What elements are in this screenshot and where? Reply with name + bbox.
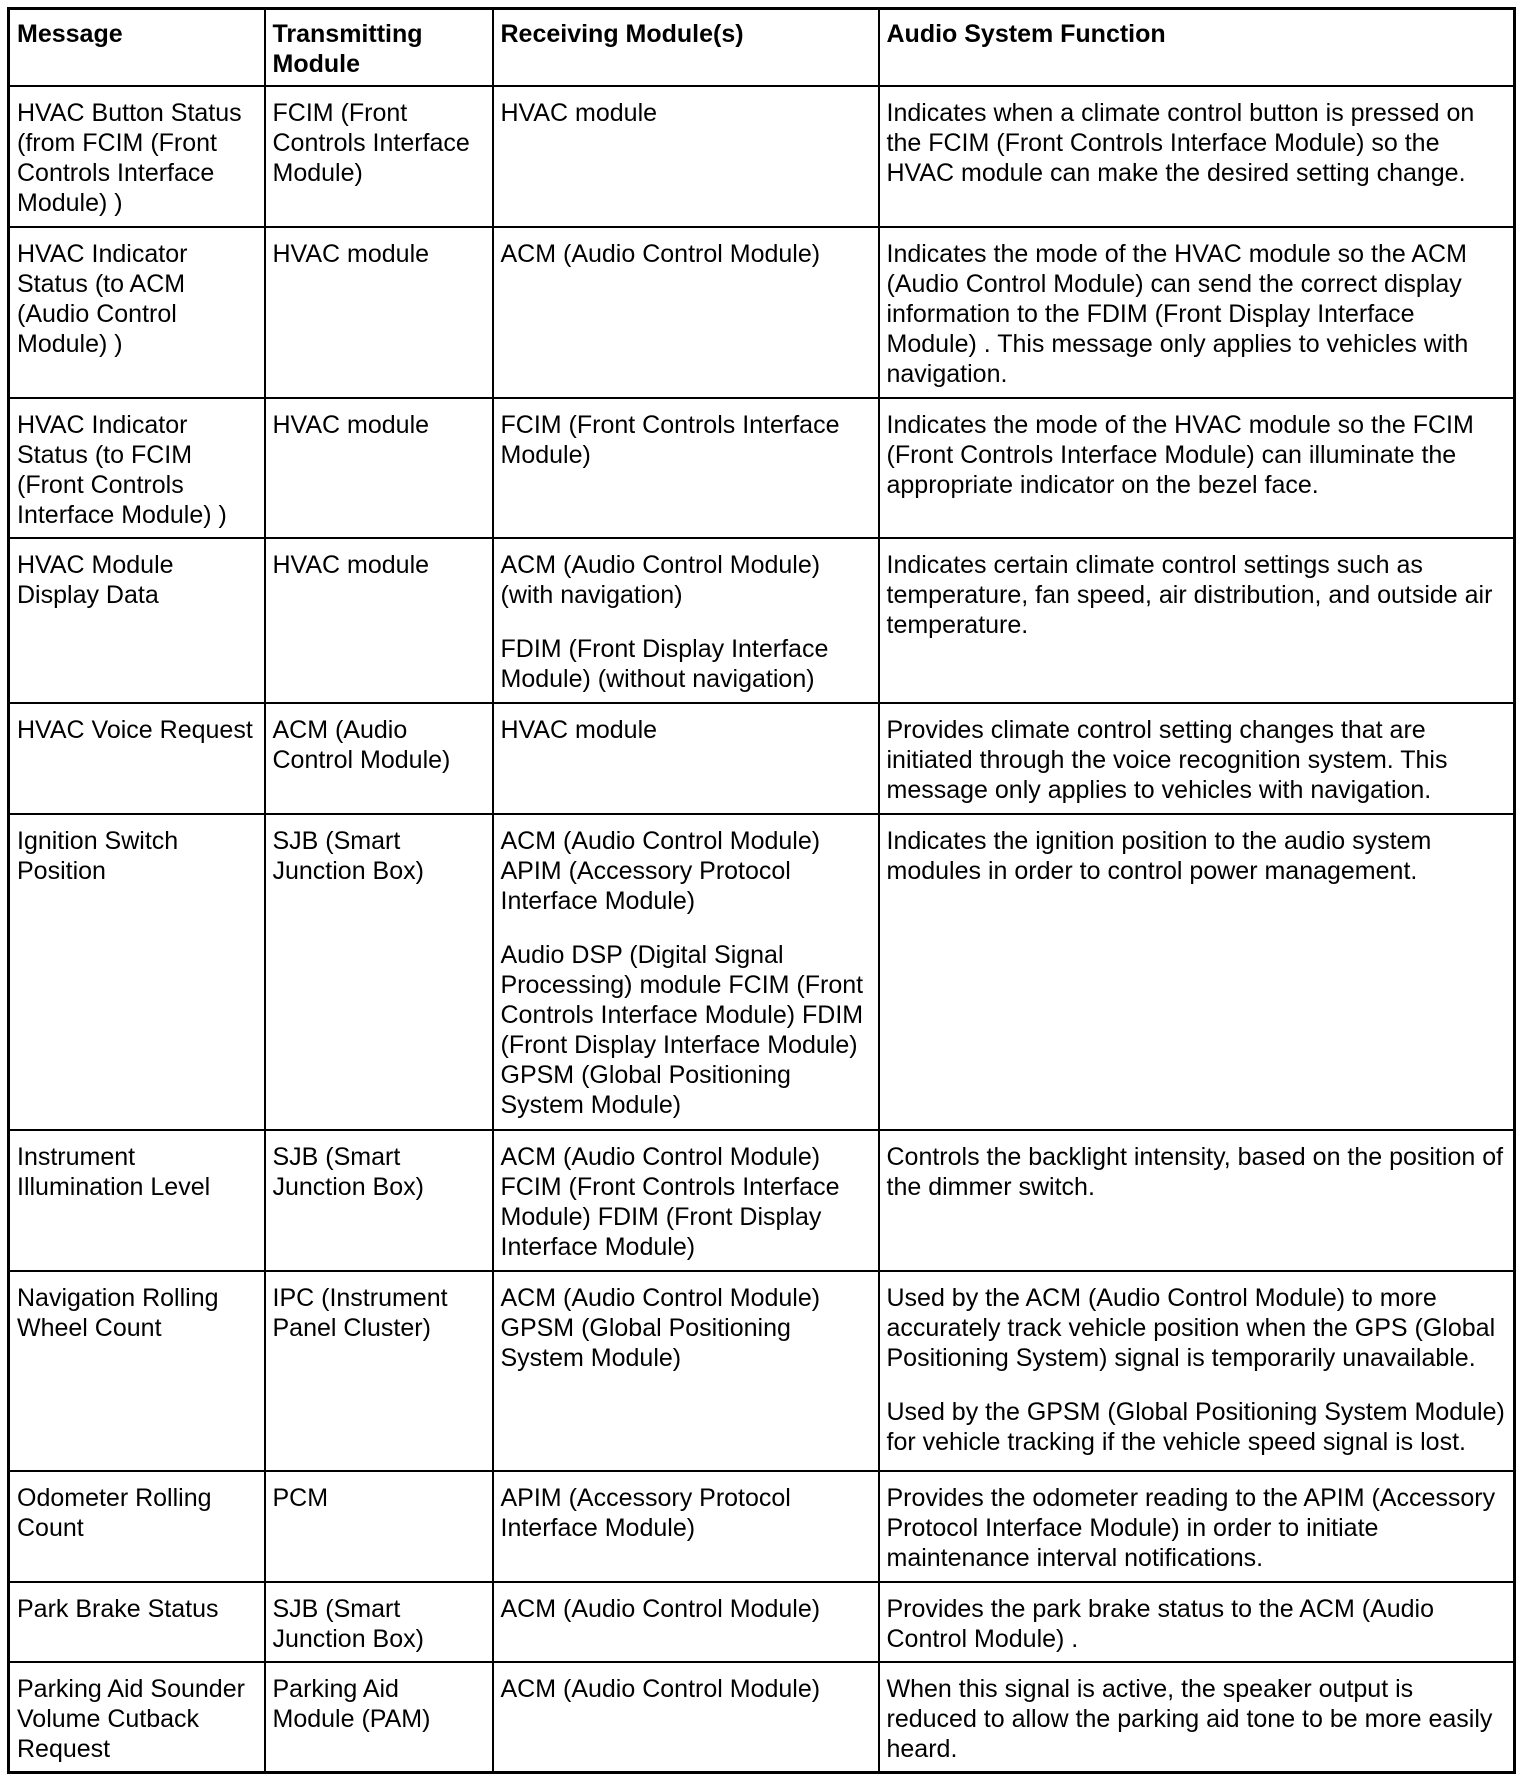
- audio-function-cell: [879, 538, 1515, 703]
- cell-paragraph: Park Brake Status: [17, 1594, 219, 1623]
- message-cell: [9, 703, 265, 813]
- receiving-modules-cell: [493, 1471, 879, 1581]
- cell-paragraph: Navigation Rolling Wheel Count: [17, 1283, 219, 1342]
- transmitting-module-cell: [265, 1130, 493, 1271]
- transmitting-module-cell: [265, 703, 493, 813]
- cell-paragraph: FCIM (Front Controls Interface Module): [500, 410, 840, 469]
- message-cell: [9, 1582, 265, 1662]
- cell-paragraph: ACM (Audio Control Module): [500, 239, 821, 268]
- message-cell: [9, 1662, 265, 1773]
- receiving-modules-cell: [493, 1662, 879, 1773]
- cell-paragraph: Used by the ACM (Audio Control Module) to more accurately track vehicle position when the GPS (Global Positioning System) signal is temporarily unavailable.: [886, 1283, 1496, 1372]
- transmitting-module-cell: [265, 814, 493, 1131]
- table-row: [9, 1471, 1515, 1581]
- cell-paragraph: ACM (Audio Control Module) APIM (Accessory Protocol Interface Module): [500, 826, 821, 915]
- header-receiving-modules: Receiving Module(s): [493, 9, 879, 87]
- transmitting-module-cell: [265, 538, 493, 703]
- table-row: [9, 703, 1515, 813]
- audio-function-cell: [879, 227, 1515, 398]
- audio-function-cell: [879, 1471, 1515, 1581]
- message-cell: [9, 227, 265, 398]
- cell-paragraph: ACM (Audio Control Module) (with navigation): [500, 551, 821, 610]
- audio-function-cell: [879, 398, 1515, 539]
- cell-paragraph: PCM: [272, 1484, 329, 1513]
- cell-paragraph: Indicates the ignition position to the audio system modules in order to control power management.: [886, 826, 1432, 885]
- message-cell: [9, 398, 265, 539]
- header-transmitting-module: Transmitting Module: [265, 9, 493, 87]
- audio-function-cell: [879, 1271, 1515, 1471]
- message-cell: [9, 86, 265, 227]
- cell-paragraph: Indicates the mode of the HVAC module so the ACM (Audio Control Module) can send the correct display information to the FDIM (Front Display Interface Module) . This message only applies to vehicles with navigation.: [886, 239, 1469, 388]
- table-row: [9, 1130, 1515, 1271]
- cell-paragraph: Indicates when a climate control button is pressed on the FCIM (Front Controls Interface Module) so the HVAC module can make the desired setting change.: [886, 99, 1475, 187]
- audio-function-cell: [879, 814, 1515, 1131]
- transmitting-module-cell: [265, 1471, 493, 1581]
- audio-function-cell: [879, 1582, 1515, 1662]
- message-cell: [9, 1471, 265, 1581]
- table-row: [9, 86, 1515, 227]
- table-row: [9, 538, 1515, 703]
- cell-paragraph: SJB (Smart Junction Box): [272, 1143, 424, 1202]
- cell-paragraph: ACM (Audio Control Module): [500, 1674, 821, 1703]
- cell-paragraph: Parking Aid Sounder Volume Cutback Request: [17, 1674, 245, 1763]
- cell-paragraph: Indicates certain climate control settings such as temperature, fan speed, air distribution, and outside air temperature.: [886, 551, 1493, 640]
- cell-paragraph: SJB (Smart Junction Box): [272, 826, 424, 885]
- transmitting-module-cell: [265, 1662, 493, 1773]
- receiving-modules-cell: [493, 398, 879, 539]
- table-row: [9, 398, 1515, 539]
- cell-paragraph: Parking Aid Module (PAM): [272, 1674, 431, 1733]
- cell-paragraph: Ignition Switch Position: [17, 826, 179, 885]
- table-row: [9, 814, 1515, 1131]
- cell-paragraph: APIM (Accessory Protocol Interface Module): [500, 1484, 791, 1543]
- audio-function-cell: [879, 1130, 1515, 1271]
- receiving-modules-cell: [493, 538, 879, 703]
- receiving-modules-cell: [493, 227, 879, 398]
- cell-paragraph: HVAC Module Display Data: [17, 551, 174, 610]
- transmitting-module-cell: [265, 1582, 493, 1662]
- cell-paragraph: FDIM (Front Display Interface Module) (without navigation): [500, 635, 829, 694]
- receiving-modules-cell: [493, 814, 879, 1131]
- cell-paragraph: SJB (Smart Junction Box): [272, 1594, 424, 1653]
- transmitting-module-cell: [265, 227, 493, 398]
- transmitting-module-cell: [265, 1271, 493, 1471]
- message-cell: [9, 1271, 265, 1471]
- message-table: [7, 7, 1516, 1774]
- cell-paragraph: HVAC module: [272, 410, 430, 439]
- cell-paragraph: Audio DSP (Digital Signal Processing) module FCIM (Front Controls Interface Module) FDIM (Front Display Interface Module) GPSM (Global Positioning System Module): [500, 940, 864, 1119]
- transmitting-module-cell: [265, 86, 493, 227]
- receiving-modules-cell: [493, 86, 879, 227]
- cell-paragraph: Indicates the mode of the HVAC module so the FCIM (Front Controls Interface Module) can illuminate the appropriate indicator on the bezel face.: [886, 410, 1474, 499]
- cell-paragraph: Controls the backlight intensity, based on the position of the dimmer switch.: [886, 1143, 1504, 1202]
- cell-paragraph: ACM (Audio Control Module) GPSM (Global Positioning System Module): [500, 1283, 821, 1372]
- cell-paragraph: Provides the park brake status to the ACM (Audio Control Module) .: [886, 1594, 1434, 1653]
- table-row: [9, 1662, 1515, 1773]
- cell-paragraph: HVAC module: [272, 551, 430, 580]
- cell-paragraph: HVAC module: [272, 239, 430, 268]
- cell-paragraph: HVAC module: [500, 716, 658, 745]
- cell-paragraph: ACM (Audio Control Module) FCIM (Front Controls Interface Module) FDIM (Front Display Interface Module): [500, 1143, 840, 1262]
- cell-paragraph: HVAC Voice Request: [17, 716, 253, 745]
- cell-paragraph: HVAC Button Status (from FCIM (Front Controls Interface Module) ): [17, 99, 242, 217]
- cell-paragraph: HVAC Indicator Status (to FCIM (Front Controls Interface Module) ): [17, 410, 227, 529]
- audio-function-cell: [879, 86, 1515, 227]
- header-message: Message: [9, 9, 265, 87]
- cell-paragraph: ACM (Audio Control Module): [500, 1594, 821, 1623]
- header-row: [9, 9, 1515, 87]
- message-cell: [9, 538, 265, 703]
- table-row: [9, 227, 1515, 398]
- receiving-modules-cell: [493, 1271, 879, 1471]
- message-cell: [9, 1130, 265, 1271]
- cell-paragraph: Instrument Illumination Level: [17, 1143, 211, 1202]
- receiving-modules-cell: [493, 703, 879, 813]
- cell-paragraph: HVAC Indicator Status (to ACM (Audio Control Module) ): [17, 239, 188, 358]
- header-audio-system-function: Audio System Function: [879, 9, 1515, 87]
- table-row: [9, 1271, 1515, 1471]
- cell-paragraph: Provides the odometer reading to the APIM (Accessory Protocol Interface Module) in order to initiate maintenance interval notifications.: [886, 1484, 1496, 1573]
- table-row: [9, 1582, 1515, 1662]
- transmitting-module-cell: [265, 398, 493, 539]
- cell-paragraph: When this signal is active, the speaker output is reduced to allow the parking aid tone to be more easily heard.: [886, 1674, 1493, 1763]
- cell-paragraph: Odometer Rolling Count: [17, 1484, 212, 1543]
- cell-paragraph: FCIM (Front Controls Interface Module): [272, 99, 470, 187]
- cell-paragraph: ACM (Audio Control Module): [272, 716, 451, 775]
- cell-paragraph: Provides climate control setting changes that are initiated through the voice recognition system. This message only applies to vehicles with navigation.: [886, 716, 1448, 805]
- receiving-modules-cell: [493, 1130, 879, 1271]
- audio-function-cell: [879, 703, 1515, 813]
- cell-paragraph: HVAC module: [500, 99, 658, 127]
- cell-paragraph: Used by the GPSM (Global Positioning System Module) for vehicle tracking if the vehicle speed signal is lost.: [886, 1397, 1505, 1456]
- receiving-modules-cell: [493, 1582, 879, 1662]
- audio-function-cell: [879, 1662, 1515, 1773]
- cell-paragraph: IPC (Instrument Panel Cluster): [272, 1283, 448, 1342]
- message-cell: [9, 814, 265, 1131]
